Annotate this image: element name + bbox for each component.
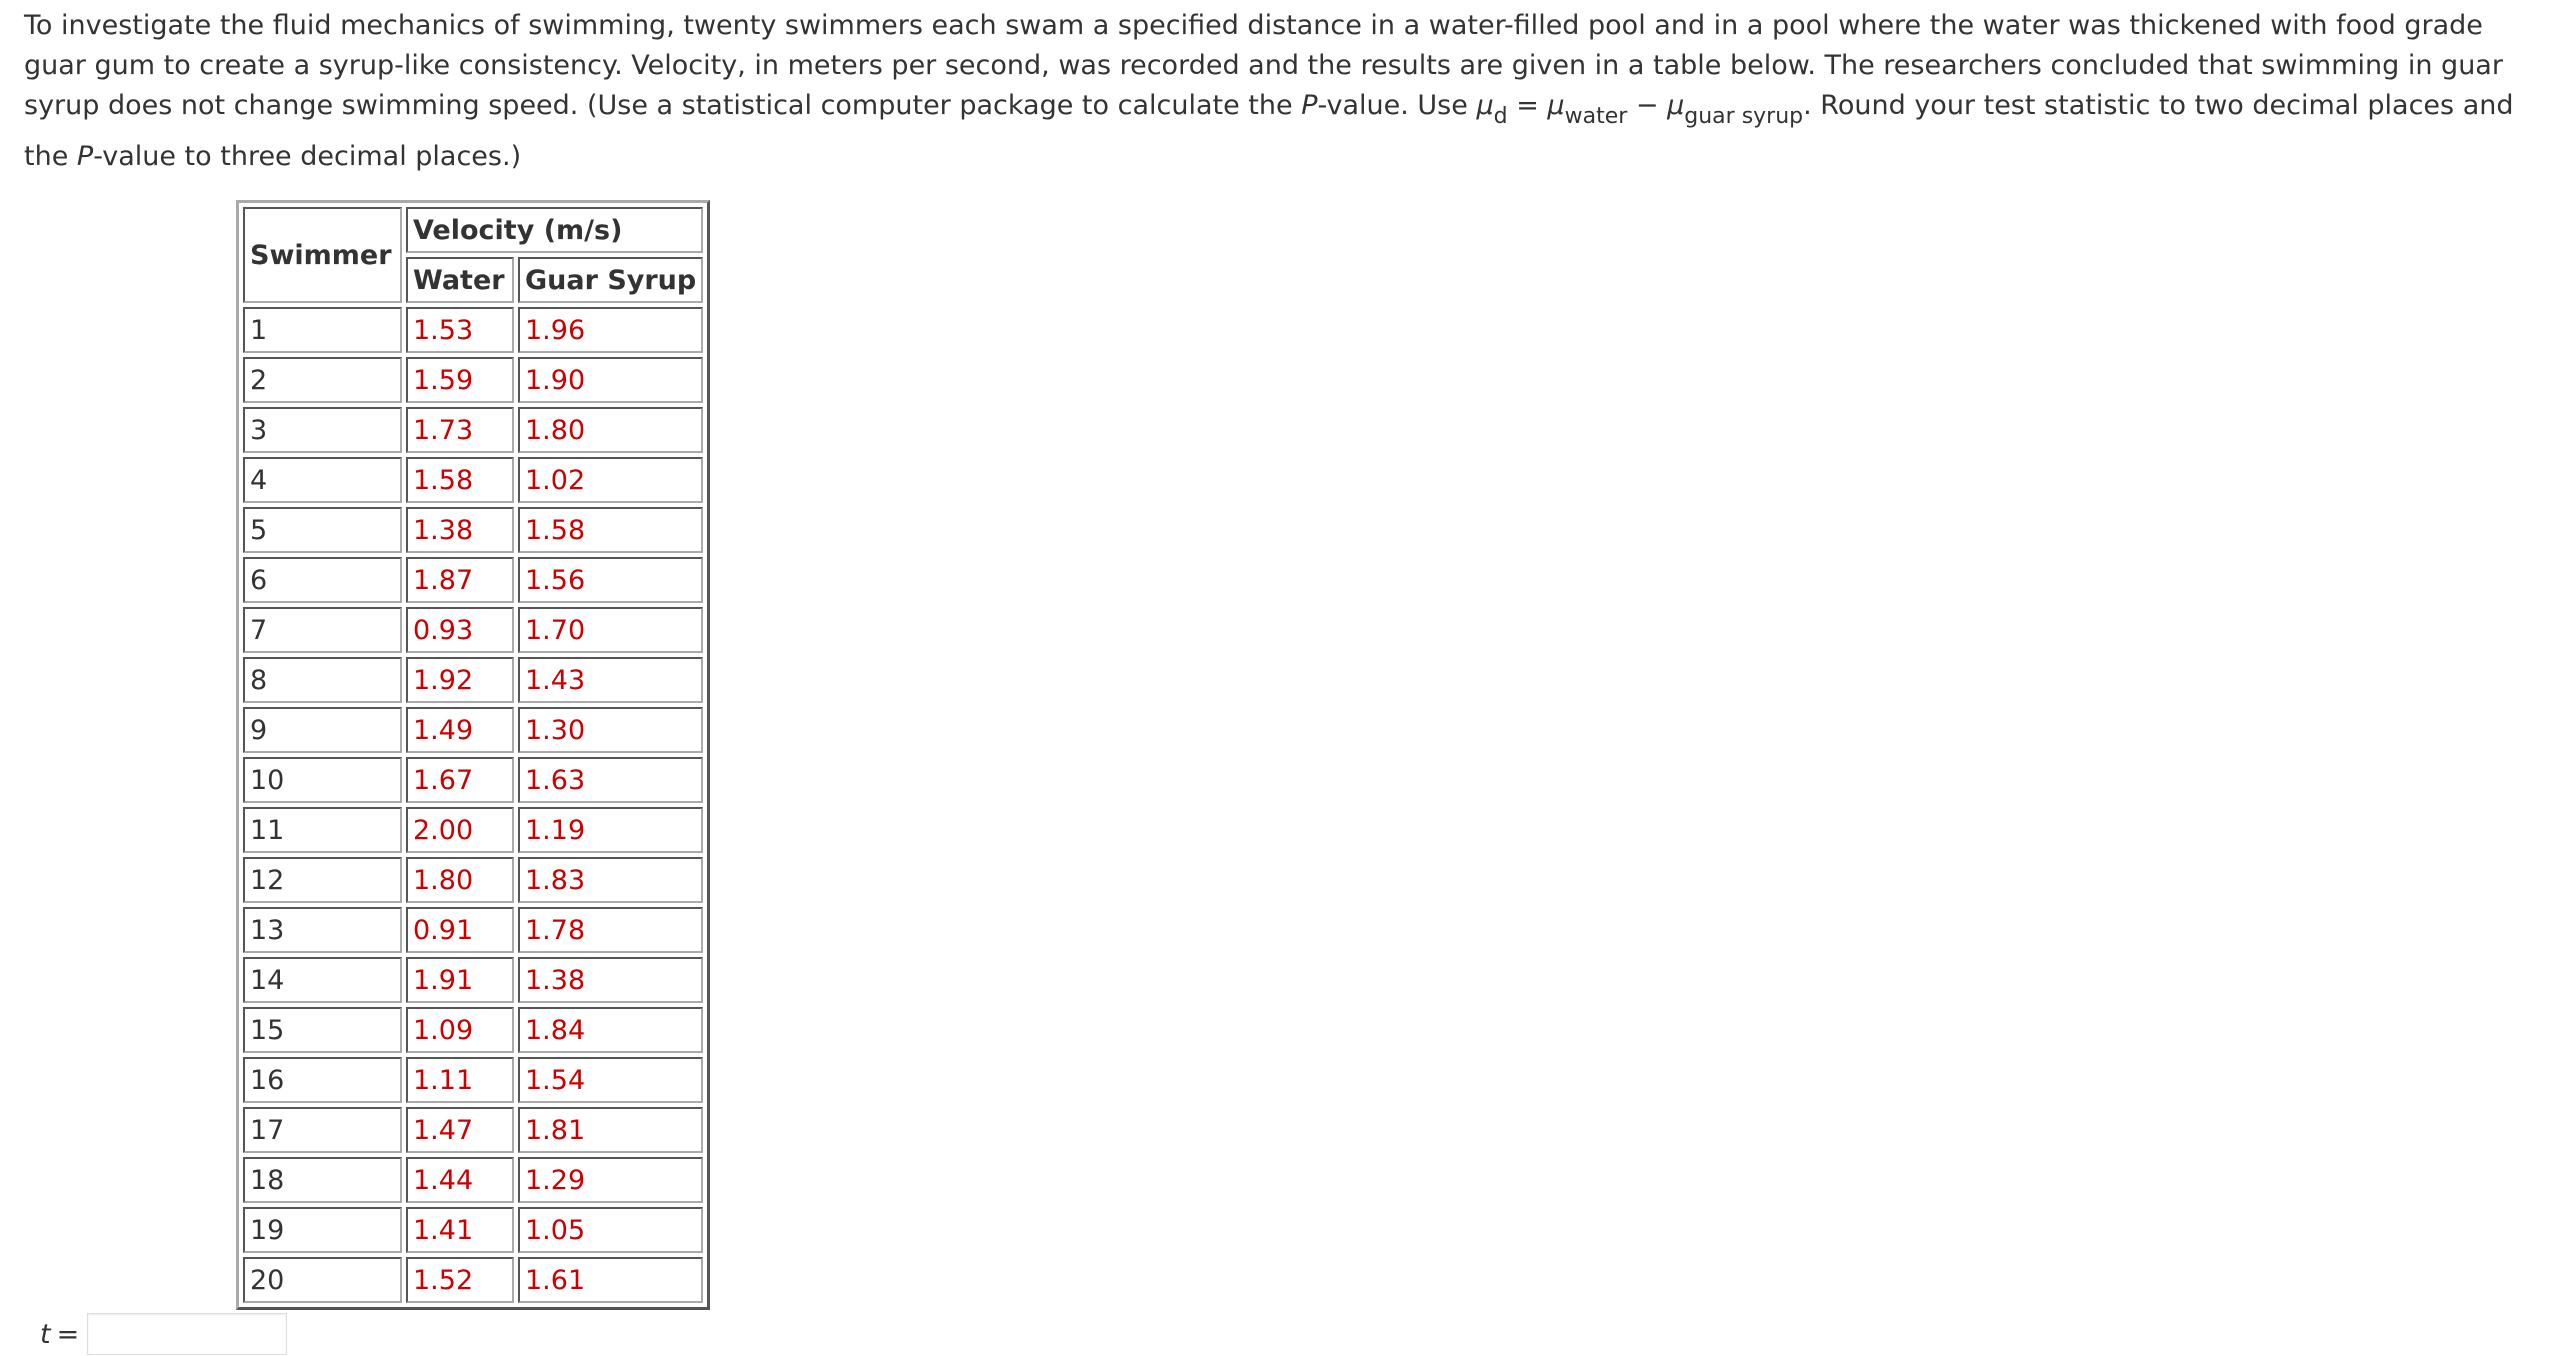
guar-velocity-cell: 1.54 xyxy=(518,1057,703,1103)
table-row xyxy=(243,407,703,453)
water-velocity-cell: 1.41 xyxy=(406,1207,514,1253)
guar-velocity-cell: 1.78 xyxy=(518,907,703,953)
water-velocity-cell: 1.49 xyxy=(406,707,514,753)
water-velocity-cell: 1.80 xyxy=(406,857,514,903)
question-text: To investigate the fluid mechanics of swimming, twenty swimmers each swam a specified distance in a water-filled pool and in a pool where the water was thickened with food grade guar gum to create a syrup-like consistency. Velocity, in meters per second, was recorded and the results are given in a table below. The researchers concluded that swimming in guar syrup does not change swimming speed. (Use a statistical computer package to calculate the P-value. Use $\mu_d = \mu_{water} - \mu_{guar syrup}$. Round your test statistic to two decimal places and the P-value to three decimal places.) xyxy=(24,10,2514,172)
table-row xyxy=(243,1007,703,1053)
guar-velocity-cell: 1.29 xyxy=(518,1157,703,1203)
water-velocity-cell: 1.91 xyxy=(406,957,514,1003)
guar-velocity-cell: 1.58 xyxy=(518,507,703,553)
table-row xyxy=(243,1207,703,1253)
guar-velocity-cell: 1.05 xyxy=(518,1207,703,1253)
swimmer-cell: 5 xyxy=(243,507,402,553)
water-velocity-cell: 1.67 xyxy=(406,757,514,803)
swimmer-cell: 8 xyxy=(243,657,402,703)
guar-velocity-cell: 1.19 xyxy=(518,807,703,853)
swimmer-cell: 18 xyxy=(243,1157,402,1203)
table-row xyxy=(243,357,703,403)
water-velocity-cell: 1.09 xyxy=(406,1007,514,1053)
table-row xyxy=(243,657,703,703)
swimmer-cell: 7 xyxy=(243,607,402,653)
water-velocity-cell: 1.52 xyxy=(406,1257,514,1303)
mu-symbol: μ xyxy=(1547,90,1565,121)
water-velocity-cell: 1.47 xyxy=(406,1107,514,1153)
table-row xyxy=(243,757,703,803)
guar-velocity-cell: 1.43 xyxy=(518,657,703,703)
swimmer-cell: 9 xyxy=(243,707,402,753)
swimmer-cell: 12 xyxy=(243,857,402,903)
water-velocity-cell: 0.91 xyxy=(406,907,514,953)
water-velocity-cell: 2.00 xyxy=(406,807,514,853)
water-velocity-cell: 1.53 xyxy=(406,307,514,353)
swimmer-cell: 13 xyxy=(243,907,402,953)
guar-velocity-cell: 1.56 xyxy=(518,557,703,603)
velocity-table xyxy=(236,200,710,1310)
swimmer-cell: 2 xyxy=(243,357,402,403)
swimmer-cell: 4 xyxy=(243,457,402,503)
swimmer-cell: 6 xyxy=(243,557,402,603)
table-row xyxy=(243,957,703,1003)
water-velocity-cell: 1.11 xyxy=(406,1057,514,1103)
table-row xyxy=(243,507,703,553)
p-symbol: P xyxy=(1301,90,1318,121)
answer-row xyxy=(40,1312,287,1356)
header-guar-syrup: Guar Syrup xyxy=(518,257,703,303)
subscript-d: d xyxy=(1493,104,1508,129)
water-velocity-cell: 1.92 xyxy=(406,657,514,703)
guar-velocity-cell: 1.02 xyxy=(518,457,703,503)
mu-symbol: μ xyxy=(1667,90,1685,121)
swimmer-cell: 17 xyxy=(243,1107,402,1153)
t-label: t xyxy=(40,1318,51,1350)
table-row xyxy=(243,707,703,753)
swimmer-cell: 10 xyxy=(243,757,402,803)
guar-velocity-cell: 1.61 xyxy=(518,1257,703,1303)
guar-velocity-cell: 1.90 xyxy=(518,357,703,403)
swimmer-cell: 1 xyxy=(243,307,402,353)
header-water: Water xyxy=(406,257,514,303)
guar-velocity-cell: 1.38 xyxy=(518,957,703,1003)
guar-velocity-cell: 1.70 xyxy=(518,607,703,653)
swimmer-cell: 16 xyxy=(243,1057,402,1103)
t-answer-input[interactable] xyxy=(87,1313,287,1355)
table-row xyxy=(243,1107,703,1153)
table-row xyxy=(243,1157,703,1203)
swimmer-cell: 19 xyxy=(243,1207,402,1253)
p-symbol: P xyxy=(76,141,94,172)
water-velocity-cell: 1.58 xyxy=(406,457,514,503)
water-velocity-cell: 1.73 xyxy=(406,407,514,453)
table-row xyxy=(243,607,703,653)
water-velocity-cell: 1.59 xyxy=(406,357,514,403)
mu-symbol: μ xyxy=(1476,90,1494,121)
guar-velocity-cell: 1.80 xyxy=(518,407,703,453)
guar-velocity-cell: 1.63 xyxy=(518,757,703,803)
guar-velocity-cell: 1.84 xyxy=(518,1007,703,1053)
swimmer-cell: 11 xyxy=(243,807,402,853)
guar-velocity-cell: 1.83 xyxy=(518,857,703,903)
table-row xyxy=(243,907,703,953)
table-row xyxy=(243,1257,703,1303)
table-row xyxy=(243,807,703,853)
equals-sign: = xyxy=(56,1318,80,1350)
header-swimmer: Swimmer xyxy=(243,207,402,303)
water-velocity-cell: 1.87 xyxy=(406,557,514,603)
table-row xyxy=(243,857,703,903)
swimmer-cell: 3 xyxy=(243,407,402,453)
subscript-guar-syrup: guar syrup xyxy=(1684,104,1804,129)
table-row xyxy=(243,1057,703,1103)
table-row xyxy=(243,307,703,353)
table-row xyxy=(243,557,703,603)
swimmer-cell: 20 xyxy=(243,1257,402,1303)
guar-velocity-cell: 1.30 xyxy=(518,707,703,753)
water-velocity-cell: 1.44 xyxy=(406,1157,514,1203)
subscript-water: water xyxy=(1564,104,1628,129)
table-row xyxy=(243,457,703,503)
water-velocity-cell: 0.93 xyxy=(406,607,514,653)
swimmer-cell: 14 xyxy=(243,957,402,1003)
water-velocity-cell: 1.38 xyxy=(406,507,514,553)
guar-velocity-cell: 1.96 xyxy=(518,307,703,353)
header-velocity: Velocity (m/s) xyxy=(406,207,703,253)
table-header-row xyxy=(243,207,703,253)
swimmer-cell: 15 xyxy=(243,1007,402,1053)
guar-velocity-cell: 1.81 xyxy=(518,1107,703,1153)
table-body xyxy=(243,307,703,1303)
